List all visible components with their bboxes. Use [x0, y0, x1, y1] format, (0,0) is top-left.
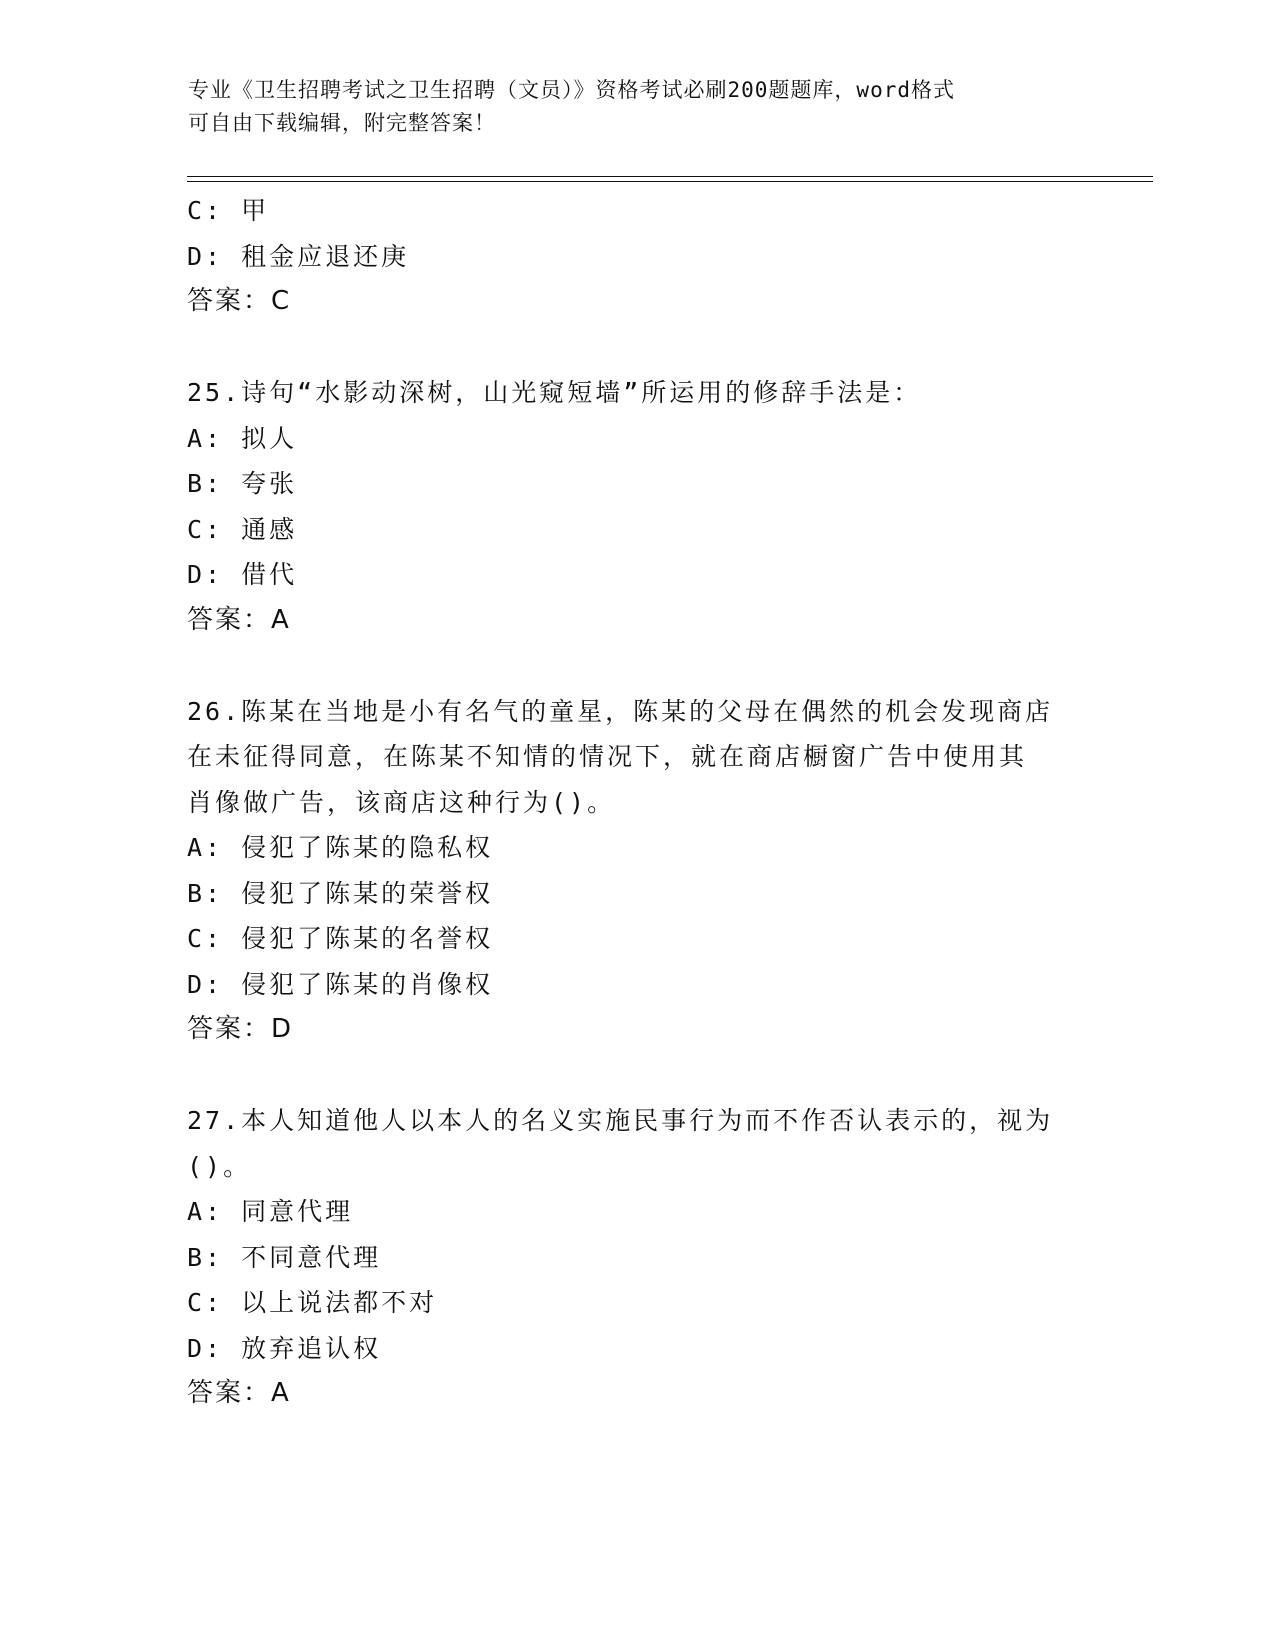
- question-stem-line-1: 27.本人知道他人以本人的名义实施民事行为而不作否认表示的，视为: [187, 1106, 1054, 1135]
- question-stem-line-2: ()。: [187, 1151, 252, 1181]
- option-d: D: 借代: [187, 560, 298, 589]
- header-divider-bottom: [187, 181, 1153, 182]
- question-24-tail: [187, 188, 1087, 325]
- header-divider-top: [187, 176, 1153, 177]
- document-header: [188, 74, 1068, 140]
- option-d: D: 放弃追认权: [187, 1333, 382, 1363]
- answer: 答案：A: [187, 604, 291, 635]
- question-25: [187, 370, 1087, 643]
- answer: 答案：D: [187, 1014, 294, 1044]
- question-stem-line-1: 26.陈某在当地是小有名气的童星，陈某的父母在偶然的机会发现商店: [187, 696, 1054, 726]
- question-26: [187, 689, 1087, 1053]
- option-a: A: 同意代理: [187, 1197, 354, 1226]
- option-a: A: 拟人: [187, 423, 298, 453]
- question-27: [187, 1098, 1087, 1417]
- option-c: C: 以上说法都不对: [187, 1288, 438, 1317]
- option-c: C: 通感: [187, 514, 298, 544]
- spacer: [187, 1053, 1087, 1099]
- option-c: C: 侵犯了陈某的名誉权: [187, 924, 494, 953]
- header-line-2: 可自由下载编辑，附完整答案！: [188, 111, 496, 135]
- spacer: [187, 643, 1087, 689]
- spacer: [187, 325, 1087, 371]
- answer: 答案：C: [187, 286, 292, 316]
- option-b: B: 侵犯了陈某的荣誉权: [187, 878, 494, 908]
- option-c: C: 甲: [187, 196, 270, 225]
- header-line-1: 专业《卫生招聘考试之卫生招聘（文员）》资格考试必刷200题题库，word格式: [188, 78, 955, 102]
- answer: 答案：A: [187, 1378, 291, 1408]
- question-stem: 25.诗句“水影动深树，山光窥短墙”所运用的修辞手法是：: [187, 378, 922, 407]
- question-stem-line-2: 在未征得同意，在陈某不知情的情况下，就在商店橱窗广告中使用其: [187, 742, 1028, 771]
- option-b: B: 夸张: [187, 469, 298, 498]
- option-a: A: 侵犯了陈某的隐私权: [187, 833, 494, 862]
- option-d: D: 租金应退还庚: [187, 241, 410, 271]
- question-stem-line-3: 肖像做广告，该商店这种行为()。: [187, 787, 616, 817]
- option-b: B: 不同意代理: [187, 1242, 382, 1272]
- question-list: [187, 188, 1087, 1417]
- option-d: D: 侵犯了陈某的肖像权: [187, 969, 494, 999]
